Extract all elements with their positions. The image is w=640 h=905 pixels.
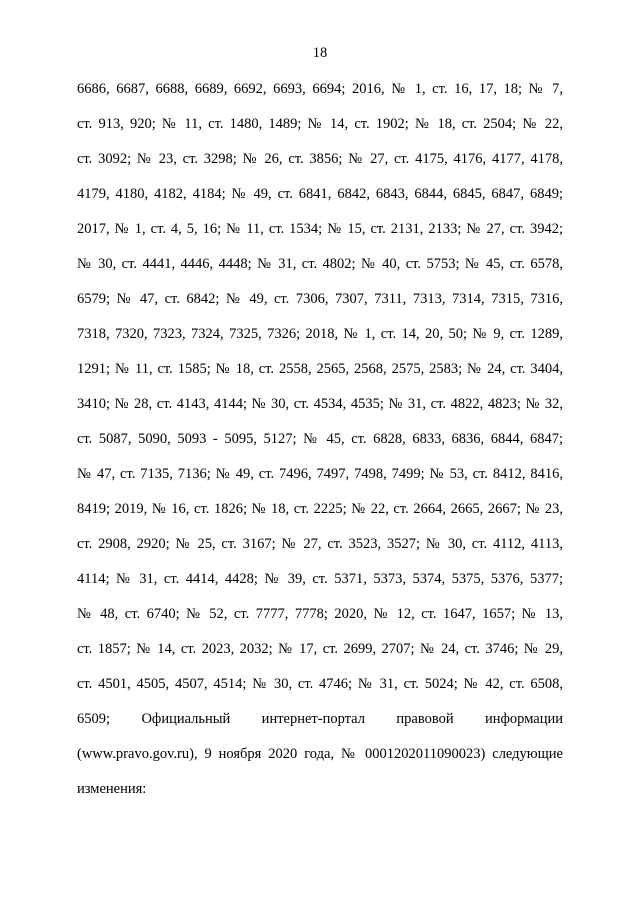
text-line: ст. 1857; № 14, ст. 2023, 2032; № 17, ст. 2699, 2707; № 24, ст. 3746; № 29, — [77, 641, 563, 657]
text-line: 6686, 6687, 6688, 6689, 6692, 6693, 6694; 2016, № 1, ст. 16, 17, 18; № 7, — [77, 81, 563, 97]
text-line: 6509; Официальный интернет-портал правовой информации — [77, 711, 563, 727]
text-line: 1291; № 11, ст. 1585; № 18, ст. 2558, 2565, 2568, 2575, 2583; № 24, ст. 3404, — [77, 361, 563, 377]
text-line: 4114; № 31, ст. 4414, 4428; № 39, ст. 5371, 5373, 5374, 5375, 5376, 5377; — [77, 571, 563, 587]
text-line: № 47, ст. 7135, 7136; № 49, ст. 7496, 7497, 7498, 7499; № 53, ст. 8412, 8416, — [77, 466, 563, 482]
text-line: изменения: — [77, 781, 147, 797]
text-line: ст. 3092; № 23, ст. 3298; № 26, ст. 3856; № 27, ст. 4175, 4176, 4177, 4178, — [77, 151, 563, 167]
text-line: ст. 4501, 4505, 4507, 4514; № 30, ст. 4746; № 31, ст. 5024; № 42, ст. 6508, — [77, 676, 563, 692]
text-line: ст. 913, 920; № 11, ст. 1480, 1489; № 14, ст. 1902; № 18, ст. 2504; № 22, — [77, 116, 563, 132]
text-line: 2017, № 1, ст. 4, 5, 16; № 11, ст. 1534; № 15, ст. 2131, 2133; № 27, ст. 3942; — [77, 221, 563, 237]
text-line: ст. 2908, 2920; № 25, ст. 3167; № 27, ст. 3523, 3527; № 30, ст. 4112, 4113, — [77, 536, 563, 552]
text-line: 7318, 7320, 7323, 7324, 7325, 7326; 2018, № 1, ст. 14, 20, 50; № 9, ст. 1289, — [77, 326, 563, 342]
text-line: 4179, 4180, 4182, 4184; № 49, ст. 6841, 6842, 6843, 6844, 6845, 6847, 6849; — [77, 186, 563, 202]
text-line: № 30, ст. 4441, 4446, 4448; № 31, ст. 4802; № 40, ст. 5753; № 45, ст. 6578, — [77, 256, 563, 272]
page-number: 18 — [312, 45, 328, 61]
text-line: 8419; 2019, № 16, ст. 1826; № 18, ст. 2225; № 22, ст. 2664, 2665, 2667; № 23, — [77, 501, 563, 517]
text-line: (www.pravo.gov.ru), 9 ноября 2020 года, № 0001202011090023) следующие — [77, 746, 563, 762]
text-line: № 48, ст. 6740; № 52, ст. 7777, 7778; 2020, № 12, ст. 1647, 1657; № 13, — [77, 606, 563, 622]
text-line: 6579; № 47, ст. 6842; № 49, ст. 7306, 7307, 7311, 7313, 7314, 7315, 7316, — [77, 291, 563, 307]
text-line: ст. 5087, 5090, 5093 - 5095, 5127; № 45, ст. 6828, 6833, 6836, 6844, 6847; — [77, 431, 563, 447]
text-line: 3410; № 28, ст. 4143, 4144; № 30, ст. 4534, 4535; № 31, ст. 4822, 4823; № 32, — [77, 396, 563, 412]
